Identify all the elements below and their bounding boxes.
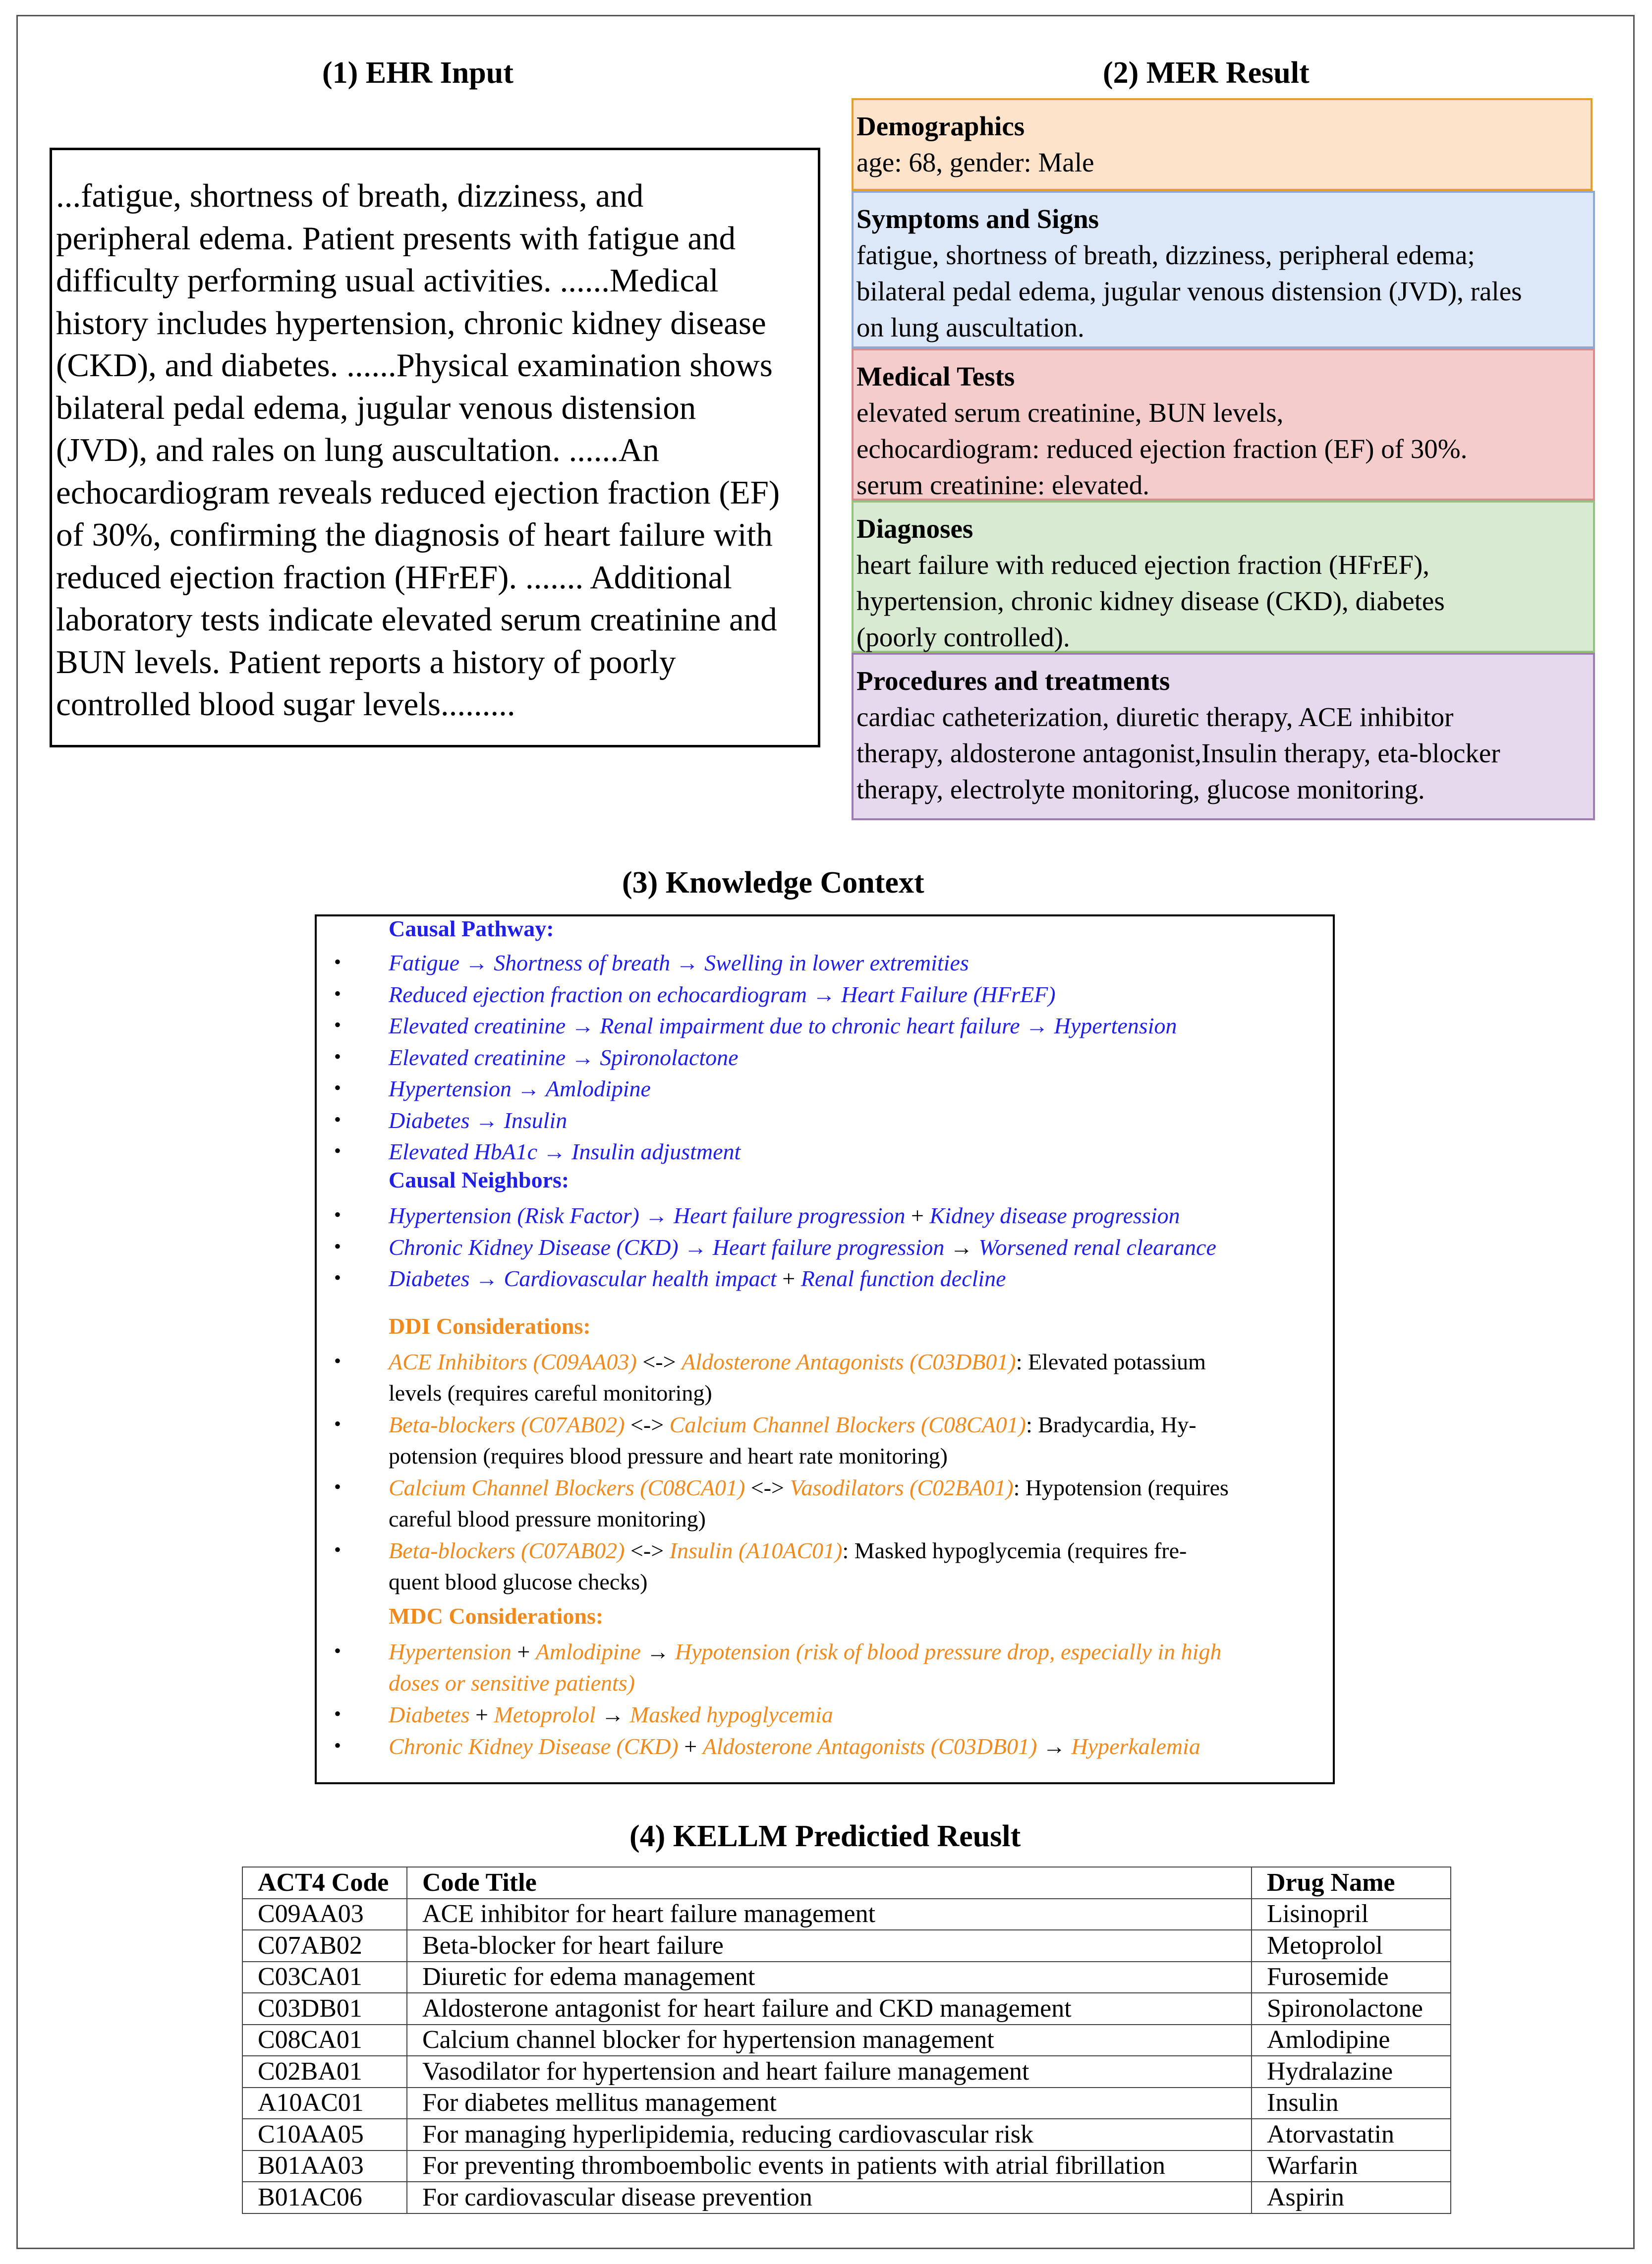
bullet-icon: • [334, 1538, 342, 1561]
mer-box-diagnoses [852, 501, 1595, 653]
atc-code-cell: A10AC01 [242, 2088, 407, 2119]
ddi-item [389, 1472, 1229, 1503]
code-title-cell: For preventing thromboembolic events in patients with atrial fibrillation [407, 2151, 1252, 2182]
arrow-icon: → [475, 1107, 499, 1133]
arrow-icon: → [1042, 1733, 1066, 1759]
kc-title: (3) Knowledge Context [622, 866, 924, 900]
arrow-icon: → [601, 1702, 625, 1727]
kc-term: Aldosterone Antagonists (C03DB01) [702, 1733, 1037, 1759]
bullet-icon: • [334, 1045, 342, 1068]
code-title-cell: Diuretic for edema management [407, 1962, 1252, 1993]
kc-term: Hypertension [389, 1076, 512, 1101]
mer-line: elevated serum creatinine, BUN levels, [856, 397, 1284, 428]
mer-line: fatigue, shortness of breath, dizziness, peripheral edema; [856, 240, 1475, 270]
mdc-item [389, 1731, 1200, 1762]
code-title-cell: Beta-blocker for heart failure [407, 1930, 1252, 1962]
ehr-text-line: controlled blood sugar levels......... [56, 686, 515, 723]
arrow-icon: → [465, 950, 488, 975]
mer-heading: Demographics [856, 111, 1025, 141]
kc-term: Insulin adjustment [571, 1139, 741, 1164]
ddi-effect: : Elevated potassium [1016, 1349, 1206, 1374]
ehr-text-line: bilateral pedal edema, jugular venous distension [56, 389, 696, 426]
kc-term: Hypertension [1054, 1013, 1177, 1038]
kc-heading: Causal Pathway: [389, 916, 554, 941]
kc-term: Amlodipine [535, 1639, 641, 1664]
ehr-title: (1) EHR Input [322, 56, 513, 90]
ddi-item [389, 1535, 1187, 1566]
kc-term: Amlodipine [545, 1076, 651, 1101]
drug-name-cell: Furosemide [1252, 1962, 1451, 1993]
drug-name-cell: Insulin [1252, 2088, 1451, 2119]
kc-term: Hypertension [389, 1639, 512, 1664]
bullet-icon: • [334, 1076, 342, 1099]
kc-term: Beta-blockers (C07AB02) [389, 1412, 625, 1437]
code-title-cell: Calcium channel blocker for hypertension management [407, 2025, 1252, 2056]
kc-heading: Causal Neighbors: [389, 1167, 570, 1192]
bullet-icon: • [334, 1413, 342, 1435]
code-title-cell: For diabetes mellitus management [407, 2088, 1252, 2119]
arrow-icon: → [1025, 1013, 1049, 1038]
bullet-icon: • [334, 1640, 342, 1662]
causal-pathway-item [389, 1136, 741, 1167]
table-row [242, 1962, 1451, 1993]
kc-term: Fatigue [389, 950, 460, 975]
drug-name-cell: Metoprolol [1252, 1930, 1451, 1962]
atc-code-cell: C03DB01 [242, 1993, 407, 2025]
drug-name-cell: Warfarin [1252, 2151, 1451, 2182]
table-header-row [242, 1867, 1451, 1899]
arrow-icon: → [571, 1044, 594, 1070]
mdc-item-continuation [389, 1667, 635, 1698]
bullet-icon: • [334, 1203, 342, 1226]
mer-heading: Procedures and treatments [856, 666, 1170, 696]
header-drug: Drug Name [1252, 1867, 1451, 1899]
ddi-item [389, 1409, 1196, 1440]
plus-icon: + [517, 1639, 530, 1664]
operator: + [782, 1266, 796, 1291]
atc-code-cell: C09AA03 [242, 1899, 407, 1930]
ddi-item-continuation [389, 1503, 706, 1534]
mer-line: echocardiogram: reduced ejection fraction (EF) of 30%. [856, 434, 1468, 464]
kc-term: ACE Inhibitors (C09AA03) [389, 1349, 637, 1374]
bullet-icon: • [334, 1734, 342, 1756]
ddi-effect: levels (requires careful monitoring) [389, 1380, 712, 1406]
kc-term: Diabetes [389, 1266, 470, 1291]
bullet-icon: • [334, 982, 342, 1005]
kc-term: Heart Failure (HFrEF) [841, 981, 1056, 1007]
mer-line: hypertension, chronic kidney disease (CKD), diabetes [856, 586, 1445, 616]
bullet-icon: • [334, 1139, 342, 1162]
interaction-symbol: <-> [630, 1538, 664, 1563]
mer-line: serum creatinine: elevated. [856, 470, 1149, 500]
ehr-text-line: BUN levels. Patient reports a history of poorly [56, 643, 676, 680]
kc-term: Elevated HbA1c [389, 1139, 538, 1164]
mer-line: (poorly controlled). [856, 622, 1070, 652]
causal-neighbor-item [389, 1232, 1216, 1263]
operator: → [950, 1234, 973, 1260]
kc-term: Insulin (A10AC01) [669, 1538, 843, 1563]
result-title: (4) KELLM Predictied Reuslt [629, 1819, 1021, 1853]
mdc-item [389, 1636, 1221, 1667]
ehr-text-line: echocardiogram reveals reduced ejection fraction (EF) [56, 474, 780, 511]
atc-code-cell: C10AA05 [242, 2119, 407, 2151]
bullet-icon: • [334, 1702, 342, 1725]
drug-name-cell: Atorvastatin [1252, 2119, 1451, 2151]
kc-term: Elevated creatinine [389, 1013, 566, 1038]
ddi-effect: : Masked hypoglycemia (requires fre- [842, 1538, 1187, 1563]
bullet-icon: • [334, 1014, 342, 1036]
kc-term: Elevated creatinine [389, 1044, 566, 1070]
kc-heading: MDC Considerations: [389, 1603, 604, 1629]
kc-term: Vasodilators (C02BA01) [790, 1475, 1014, 1500]
mer-box-demographics [852, 98, 1593, 191]
arrow-icon: → [646, 1639, 670, 1664]
kc-term: Insulin [504, 1107, 568, 1133]
table-row [242, 2025, 1451, 2056]
bullet-icon: • [334, 1235, 342, 1257]
kc-term: Renal function decline [800, 1266, 1006, 1291]
kc-term: Hypertension (Risk Factor) [389, 1203, 639, 1228]
ehr-text-line: (CKD), and diabetes. ......Physical examination shows [56, 347, 773, 384]
arrow-icon: → [812, 981, 836, 1007]
drug-name-cell: Lisinopril [1252, 1899, 1451, 1930]
table-row [242, 1899, 1451, 1930]
kc-term: Cardiovascular health impact [504, 1266, 777, 1291]
drug-name-cell: Aspirin [1252, 2182, 1451, 2213]
kc-term: Calcium Channel Blockers (C08CA01) [669, 1412, 1026, 1437]
kc-term: Calcium Channel Blockers (C08CA01) [389, 1475, 745, 1500]
kc-term: Beta-blockers (C07AB02) [389, 1538, 625, 1563]
kc-term: Shortness of breath [494, 950, 671, 975]
kc-term: Renal impairment due to chronic heart failure [600, 1013, 1020, 1038]
kc-term: Swelling in lower extremities [704, 950, 969, 975]
prediction-table [242, 1867, 1451, 2214]
kc-term: Masked hypoglycemia [629, 1702, 833, 1727]
table-row [242, 1993, 1451, 2025]
atc-code-cell: B01AC06 [242, 2182, 407, 2213]
ddi-item-continuation [389, 1566, 647, 1597]
table-row [242, 1930, 1451, 1962]
code-title-cell: Vasodilator for hypertension and heart failure management [407, 2056, 1252, 2088]
kc-term: Chronic Kidney Disease (CKD) [389, 1733, 679, 1759]
mer-line: on lung auscultation. [856, 312, 1084, 342]
atc-code-cell: B01AA03 [242, 2151, 407, 2182]
kc-term: Spironolactone [600, 1044, 739, 1070]
ehr-text-line: history includes hypertension, chronic kidney disease [56, 304, 766, 341]
bullet-icon: • [334, 1108, 342, 1131]
arrow-icon: → [684, 1234, 707, 1260]
kc-term: Diabetes [389, 1107, 470, 1133]
code-title-cell: ACE inhibitor for heart failure management [407, 1899, 1252, 1930]
ehr-text-line: peripheral edema. Patient presents with fatigue and [56, 220, 736, 257]
drug-name-cell: Hydralazine [1252, 2056, 1451, 2088]
ddi-effect: careful blood pressure monitoring) [389, 1506, 706, 1531]
kc-term: Diabetes [389, 1702, 470, 1727]
arrow-icon: → [475, 1266, 499, 1291]
causal-pathway-item [389, 1042, 739, 1073]
mer-box-symptoms-and-signs [852, 191, 1595, 348]
interaction-symbol: <-> [630, 1412, 664, 1437]
table-row [242, 2119, 1451, 2151]
table-row [242, 2151, 1451, 2182]
ddi-effect: potension (requires blood pressure and heart rate monitoring) [389, 1443, 948, 1469]
operator: + [911, 1203, 924, 1228]
kc-term: Metoprolol [494, 1702, 596, 1727]
drug-name-cell: Amlodipine [1252, 2025, 1451, 2056]
mer-line: bilateral pedal edema, jugular venous distension (JVD), rales [856, 276, 1522, 306]
causal-pathway-item [389, 1010, 1177, 1041]
arrow-icon: → [645, 1203, 668, 1228]
arrow-icon: → [517, 1076, 540, 1101]
causal-pathway-item [389, 947, 969, 978]
mer-line: therapy, aldosterone antagonist,Insulin therapy, eta-blocker [856, 738, 1500, 768]
code-title-cell: For cardiovascular disease prevention [407, 2182, 1252, 2213]
kc-term: Hypotension (risk of blood pressure drop, especially in high [675, 1639, 1222, 1664]
kc-term: doses or sensitive patients) [389, 1670, 635, 1696]
mer-line: therapy, electrolyte monitoring, glucose monitoring. [856, 774, 1425, 804]
bullet-icon: • [334, 951, 342, 973]
interaction-symbol: <-> [750, 1475, 784, 1500]
causal-neighbor-item [389, 1200, 1180, 1231]
ehr-text-line: difficulty performing usual activities. ......Medical [56, 262, 719, 299]
causal-pathway-item [389, 979, 1056, 1010]
table-row [242, 2056, 1451, 2088]
knowledge-context-box [315, 914, 1335, 1784]
arrow-icon: → [571, 1013, 594, 1038]
arrow-icon: → [676, 950, 699, 975]
kc-term: Worsened renal clearance [978, 1234, 1216, 1260]
ddi-item-continuation [389, 1440, 948, 1472]
arrow-icon: → [543, 1139, 566, 1164]
drug-name-cell: Spironolactone [1252, 1993, 1451, 2025]
atc-code-cell: C07AB02 [242, 1930, 407, 1962]
kc-term: Heart failure progression [673, 1203, 906, 1228]
bullet-icon: • [334, 1350, 342, 1372]
mer-box-medical-tests [852, 348, 1595, 501]
mer-box-procedures-and-treatments [852, 653, 1595, 820]
mer-title: (2) MER Result [1103, 56, 1310, 90]
ehr-input-box [50, 148, 820, 747]
atc-code-cell: C08CA01 [242, 2025, 407, 2056]
mer-line: heart failure with reduced ejection fraction (HFrEF), [856, 550, 1430, 580]
mer-heading: Diagnoses [856, 513, 973, 544]
ehr-text-line: (JVD), and rales on lung auscultation. ......An [56, 432, 659, 468]
kc-term: Chronic Kidney Disease (CKD) [389, 1234, 679, 1260]
ddi-item [389, 1346, 1206, 1377]
mer-line: cardiac catheterization, diuretic therapy, ACE inhibitor [856, 702, 1454, 732]
ehr-text-line: of 30%, confirming the diagnosis of heart failure with [56, 516, 773, 553]
header-code: ACT4 Code [242, 1867, 407, 1899]
header-title: Code Title [407, 1867, 1252, 1899]
mer-heading: Medical Tests [856, 361, 1015, 392]
atc-code-cell: C02BA01 [242, 2056, 407, 2088]
bullet-icon: • [334, 1475, 342, 1498]
plus-icon: + [475, 1702, 488, 1727]
kc-term: Hyperkalemia [1071, 1733, 1200, 1759]
table-row [242, 2088, 1451, 2119]
causal-neighbor-item [389, 1263, 1006, 1294]
kc-heading: DDI Considerations: [389, 1313, 591, 1339]
mdc-item [389, 1699, 833, 1730]
causal-pathway-item [389, 1073, 651, 1104]
kc-term: Aldosterone Antagonists (C03DB01) [682, 1349, 1016, 1374]
interaction-symbol: <-> [642, 1349, 676, 1374]
kc-term: Reduced ejection fraction on echocardiogram [389, 981, 807, 1007]
ehr-text-line: ...fatigue, shortness of breath, dizziness, and [56, 177, 644, 214]
ehr-text-line: laboratory tests indicate elevated serum creatinine and [56, 601, 777, 638]
causal-pathway-item [389, 1105, 567, 1136]
code-title-cell: For managing hyperlipidemia, reducing cardiovascular risk [407, 2119, 1252, 2151]
atc-code-cell: C03CA01 [242, 1962, 407, 1993]
mer-line: age: 68, gender: Male [856, 147, 1094, 177]
kc-term: Heart failure progression [712, 1234, 945, 1260]
ddi-item-continuation [389, 1377, 712, 1409]
plus-icon: + [684, 1733, 697, 1759]
ddi-effect: quent blood glucose checks) [389, 1569, 648, 1594]
ehr-text-line: reduced ejection fraction (HFrEF). ....... Additional [56, 559, 732, 596]
code-title-cell: Aldosterone antagonist for heart failure and CKD management [407, 1993, 1252, 2025]
ddi-effect: : Hypotension (requires [1013, 1475, 1229, 1500]
table-row [242, 2182, 1451, 2213]
ddi-effect: : Bradycardia, Hy- [1025, 1412, 1196, 1437]
bullet-icon: • [334, 1266, 342, 1289]
kc-term: Kidney disease progression [929, 1203, 1180, 1228]
mer-heading: Symptoms and Signs [856, 204, 1099, 234]
